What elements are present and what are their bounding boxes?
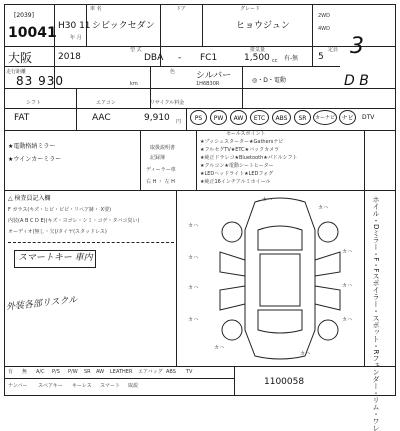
damage-mark: カハ [300,351,311,357]
inspection-status: 有-無 [284,55,299,62]
records-label: 記録簿 [150,155,166,161]
damage-mark: カハ [188,285,199,291]
drive-2wd: 2WD [318,13,330,19]
right-vertical-notes: ホイル・Dミラー・F・Fスポイラー・スポット・Rフェンダー・リム・ワレ [372,196,380,431]
color: シルバー [196,71,232,81]
model-year: 2018 [58,52,81,62]
legend-cell: 有 [8,369,14,375]
dealer-label: ディーラー車 [146,167,176,173]
sales-point: ★フルセグTV★ETC★バックカメラ [200,147,280,153]
option-abs: ABS [272,110,291,125]
model-code: FC1 [200,53,218,63]
option-navi: ナビ [339,110,356,125]
handwritten-score: 3 [350,34,364,59]
option-etc: ETC [250,110,269,125]
legend-cell: 取説 [128,383,139,389]
damage-mark: カハ [342,317,353,323]
divider [242,66,243,108]
damage-mark: カハ [188,223,199,229]
divider [4,130,396,131]
legend-cell: TV [186,369,193,375]
car-diagram [200,190,360,366]
month-label: 年 月 [70,35,82,41]
divider [8,242,174,243]
sales-point: ★プッシュスターター★Gathersナビ [200,139,284,145]
ac-label: エアコン [96,100,116,106]
damage-mark: カハ [318,205,329,211]
divider [364,130,365,190]
damage-mark: カハ [342,249,353,255]
damage-mark: カハ [188,317,199,323]
serial-number: 1100058 [264,377,305,387]
option-dtv: DTV [362,114,375,121]
legend-cell: ナンバー [8,383,28,389]
manual-label: 取扱説明書 [150,145,176,151]
equipment-item: ★電動格納ミラー [8,143,56,150]
inspector-line: F ガラス(キズ・ヒビ・ビビ・リペア跡・ X要) [8,207,112,213]
damage-mark: カハ [214,345,225,351]
option-carnavi: カーナビ [313,110,337,125]
legend-cell: エアバッグ [138,369,163,375]
option-sr: SR [294,110,311,125]
divider [140,130,141,190]
legend-cell: スペアキー [38,383,63,389]
divider [4,108,396,109]
damage-mark: カハ [262,197,273,203]
drive-4wd: 4WD [318,26,330,32]
model-label: 型 式 [130,47,142,53]
seats-label: 定員 [328,47,339,53]
mileage-label: 走行距離 [6,69,27,75]
divider [186,108,187,130]
option-pw: PW [210,110,227,125]
year-badge: [2039] [14,12,34,19]
divider [176,190,177,366]
sales-point: ★純正ドラレコ★Bluetooth★パドルシフト [200,155,298,161]
color-label: 色 [170,69,176,75]
price-unit: 円 [176,119,182,125]
model-dash: - [178,53,182,63]
ac: AAC [92,113,111,123]
model-prefix: DBA [144,53,164,63]
legend-cell: スマート [100,383,120,389]
color-code: 1H6B30R [196,81,220,87]
seats: 5 [318,52,324,62]
cc-unit: cc [272,58,278,64]
sales-point: ★LEDヘッドライト★LEDフォグ [200,171,274,177]
price-label: リサイクル料金 [150,100,185,106]
option-aw: AW [230,110,247,125]
divider [202,4,203,46]
grade: ヒョウジュン [236,21,290,31]
shift-label: シフト [26,100,42,106]
damage-mark: カハ [188,255,199,261]
legend-cell: AW [96,369,105,375]
recycle-line: ◎・D・電動 [252,77,286,84]
legend-cell: LEATHER [110,369,133,375]
legend-cell: キーレス [72,383,92,389]
divider [196,130,197,190]
inspector-line: オーディオ(無し・欠)/タイヤ(スタッドレス) [8,229,107,235]
legend-cell: P/W [68,369,78,375]
divider [234,366,235,396]
divider [364,190,365,366]
car-name-label: 車 名 [90,6,102,12]
handwritten-grade: D B [344,73,369,89]
mileage: 83 930 [16,74,64,88]
handwritten-note: 外装各部リスクル [5,295,78,313]
door-label: ドア [176,6,186,12]
mileage-unit: km [130,81,138,87]
registration-date: H30 11 [58,21,91,31]
damage-mark: カハ [342,283,353,289]
cc-label: 排気量 [250,47,266,53]
handwritten-note: スマートキー 車内 [18,253,93,263]
location: 大阪 [8,51,33,65]
equipment-item: ★ウインカーミラー [8,156,62,163]
inspector-line: 内装(A B C D E)(キズ・ヨゴレ・シミ・コゲ・タバコ臭い) [8,218,140,224]
sales-point: ★純正16インチアルミホイール [200,179,271,185]
shift: FAT [14,113,30,123]
displacement: 1,500 [244,53,270,63]
car-name: シビックセダン [92,21,155,31]
steering-label: 右 H ・ 左 H [146,179,175,185]
inspector-title: △ 検査員記入欄 [8,195,51,202]
legend-cell: SR [84,369,91,375]
option-ps: PS [190,110,207,125]
divider [76,88,77,130]
legend-cell: 無 [22,369,28,375]
legend-cell: A/C [36,369,45,375]
sale-number: 10041 [8,25,57,41]
price: 9,910 [144,113,170,123]
sales-point-title: セールスポイント [226,131,266,137]
legend-cell: ABS [166,369,176,375]
grade-label: グレード [240,6,261,12]
divider [4,66,340,67]
legend-cell: P/S [52,369,60,375]
sales-point: ★クルコン★電動シートヒーター [200,163,274,169]
divider [4,378,234,379]
divider [4,88,396,89]
divider [4,366,396,367]
divider [312,4,313,66]
